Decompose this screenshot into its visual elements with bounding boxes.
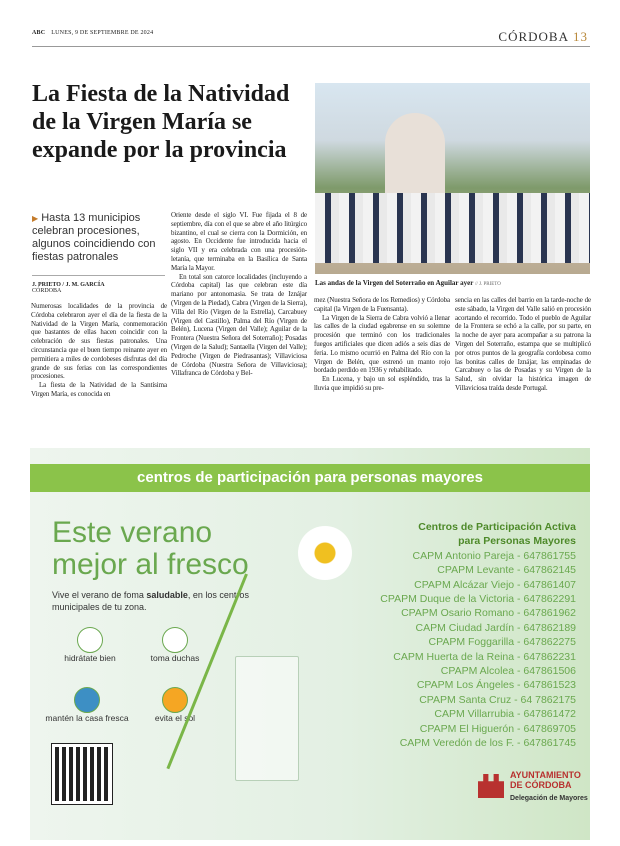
center-item: CPAPM Duque de la Victoria - 647862291 (380, 593, 576, 606)
center-item: CPAPM Alcolea - 647861506 (440, 665, 576, 678)
city-hall-logo-icon (478, 774, 504, 798)
center-item: CPAPM Los Ángeles - 647861523 (416, 679, 576, 692)
photo-caption (315, 279, 590, 287)
page-header-left (32, 30, 153, 36)
tip (140, 627, 210, 663)
center-item: CPAPM Levante - 647862145 (437, 564, 576, 577)
page-number: 13 (573, 29, 588, 44)
procession-photo (315, 83, 590, 274)
float-image (385, 113, 445, 193)
org-department: Delegación de Mayores (510, 795, 588, 802)
tip (38, 687, 136, 723)
header-divider (32, 46, 590, 47)
page-header-right (498, 29, 588, 45)
column-4 (455, 296, 591, 393)
divider (32, 275, 165, 276)
paragraph: La fiesta de la Natividad de la Santísima Virgen María, es conocida en (31, 381, 167, 398)
subhead-text: Hasta 13 municipios celebran procesiones, algunos coincidiendo con fiestas patronales (32, 212, 156, 263)
org-name: DE CÓRDOBA (510, 780, 572, 790)
shower-icon (162, 627, 188, 653)
tip (50, 627, 130, 663)
list-title: para Personas Mayores (458, 535, 576, 548)
center-item: CAPM Huerta de la Reina - 647862231 (393, 650, 576, 663)
column-1 (31, 302, 167, 399)
intro-bold: saludable (146, 590, 188, 600)
bottle-icon (77, 627, 103, 653)
paragraph: mez (Nuestra Señora de los Remedios) y Córdoba capital (la Virgen de la Fuensanta). (314, 296, 450, 313)
subhead (32, 212, 167, 264)
center-item: CPAPM Alcázar Viejo - 647861407 (414, 578, 576, 591)
tip-label: hidrátate bien (64, 653, 116, 663)
center-item: CAPM Ciudad Jardín - 647862189 (415, 621, 576, 634)
daisy-image (298, 526, 352, 580)
headline: La Fiesta de la Natividad de la Virgen María se expande por la provincia (32, 81, 290, 163)
location: CÓRDOBA (32, 288, 62, 294)
date: LUNES, 9 DE SEPTIEMBRE DE 2024 (51, 30, 154, 36)
paragraph: En total son catorce localidades (incluyendo a Córdoba capital) las que celebran este día mariano por antonomasia. Se trata de Iznájar (Virgen de la Piedad), Cabra (Virgen de la Sierra), Villa del Río (Virgen de la Estrella), Carcabuey (Virgen del Castillo), Palma del Río (Virgen de Belén), Lucena (Virgen del Valle); Aguilar de la Frontera (Nuestra Señora del Soterraño); Posadas (Virgen de la Salud); Santaella (Virgen del Valle); Pedroche (Virgen de Piedrasantas); Villaviciosa de Córdoba (Nuestra Señora de Villaviciosa); Villafranca de Córdoba y Bel- (171, 272, 307, 378)
org-logo (510, 770, 588, 804)
ad-banner: centros de participación para personas mayores (30, 464, 590, 492)
paragraph: sencia en las calles del barrio en la tarde-noche de este sábado, la Virgen del Valle salió en procesión acortando el recorrido. Todo el pueblo de Aguilar de la Frontera se echó a la calle, por su parte, en la noche de ayer para acompañar a su patrona la Virgen del Soterraño, estampa que se multiplicó por otros puntos de la geografía cordobesa como las bonitas calles de Iznájar, las empinadas de Carcabuey o las de Posadas y su Virgen de la Salud, sin olvidar la histórica imagen de Villaviciosa traída desde Portugal. (455, 296, 591, 392)
tip-label: toma duchas (150, 653, 200, 663)
tip-label: mantén la casa fresca (45, 713, 129, 723)
section-name: CÓRDOBA (498, 29, 569, 44)
intro-text: Vive el verano de foma (52, 590, 147, 600)
advertisement (30, 448, 590, 840)
center-item: CPAPM Foggarilla - 647862275 (428, 636, 576, 649)
triangle-bullet-icon: ▶ (32, 214, 39, 223)
list-title: Centros de Participación Activa (418, 521, 576, 533)
center-item: CPAPM Osario Romano - 647861962 (401, 607, 576, 620)
umbrella-icon (162, 687, 188, 713)
centers-list (380, 520, 576, 751)
authors: J. PRIETO / J. M. GARCÍA (32, 282, 105, 288)
paragraph: Oriente desde el siglo VI. Fue fijada el 8 de septiembre, día con el que se abre el año litúrgico bizantino, el cual se cierra con la Dormición, en agosto. En Occidente fue introducida hacia el siglo VII y era celebrada con una procesión-letanía, que terminaba en la Basílica de Santa María la Mayor. (171, 211, 307, 272)
center-item: CPAPM Santa Cruz - 64 7862175 (419, 693, 576, 706)
org-name: AYUNTAMIENTO (510, 770, 581, 780)
caption-text: Las andas de la Virgen del Soterraño en Aguilar ayer (315, 279, 474, 287)
paragraph: Numerosas localidades de la provincia de Córdoba celebraron ayer el día de la fiesta de la Natividad de la Virgen María, conmemoración que bastantes de ellas hacen coincidir con la celebración de sus fiestas patronales. Una circunstancia que el buen tiempo reinante ayer en permitiera a miles de cordobeses disfrutas del día grande de sus ferias con las correspondientes procesiones. (31, 302, 167, 381)
house-icon (74, 687, 100, 713)
tip-label: evita el sol (154, 713, 196, 723)
crowd (315, 193, 590, 263)
paragraph: La Virgen de la Sierra de Cabra volvió a llenar las calles de la ciudad egabrense en su solemne procesión que terminó con los tradicionales fuegos artificiales que dicen adiós a seis días de feria. Lo mismo ocurrió en Palma del Río con la Virgen de Belén, que estrenó un manto rojo bordado perdido en 1936 y rehabilitado. (314, 313, 450, 375)
brand: ABC (32, 30, 46, 36)
ad-title-line2: mejor al fresco (52, 548, 249, 581)
intro-text: , en los centros municipales de tu zona. (52, 590, 249, 612)
column-3 (314, 296, 450, 393)
center-item: CAPM Antonio Pareja - 647861755 (412, 549, 576, 562)
qr-code[interactable] (52, 744, 112, 804)
center-item: CAPM Veredón de los F. - 647861745 (399, 737, 576, 750)
byline (32, 282, 105, 294)
photo-credit: // J. PRIETO (474, 282, 501, 287)
column-2 (171, 211, 307, 378)
center-item: CAPM Villarrubia - 647861472 (434, 708, 576, 721)
glass-of-water-image (235, 656, 299, 781)
center-item: CPAPM El Higuerón - 647869705 (419, 722, 576, 735)
ad-title-line1: Este verano (52, 516, 213, 549)
paragraph: En Lucena, y bajo un sol espléndido, tras la lluvia que impidió su pre- (314, 375, 450, 392)
ad-intro (52, 589, 282, 613)
